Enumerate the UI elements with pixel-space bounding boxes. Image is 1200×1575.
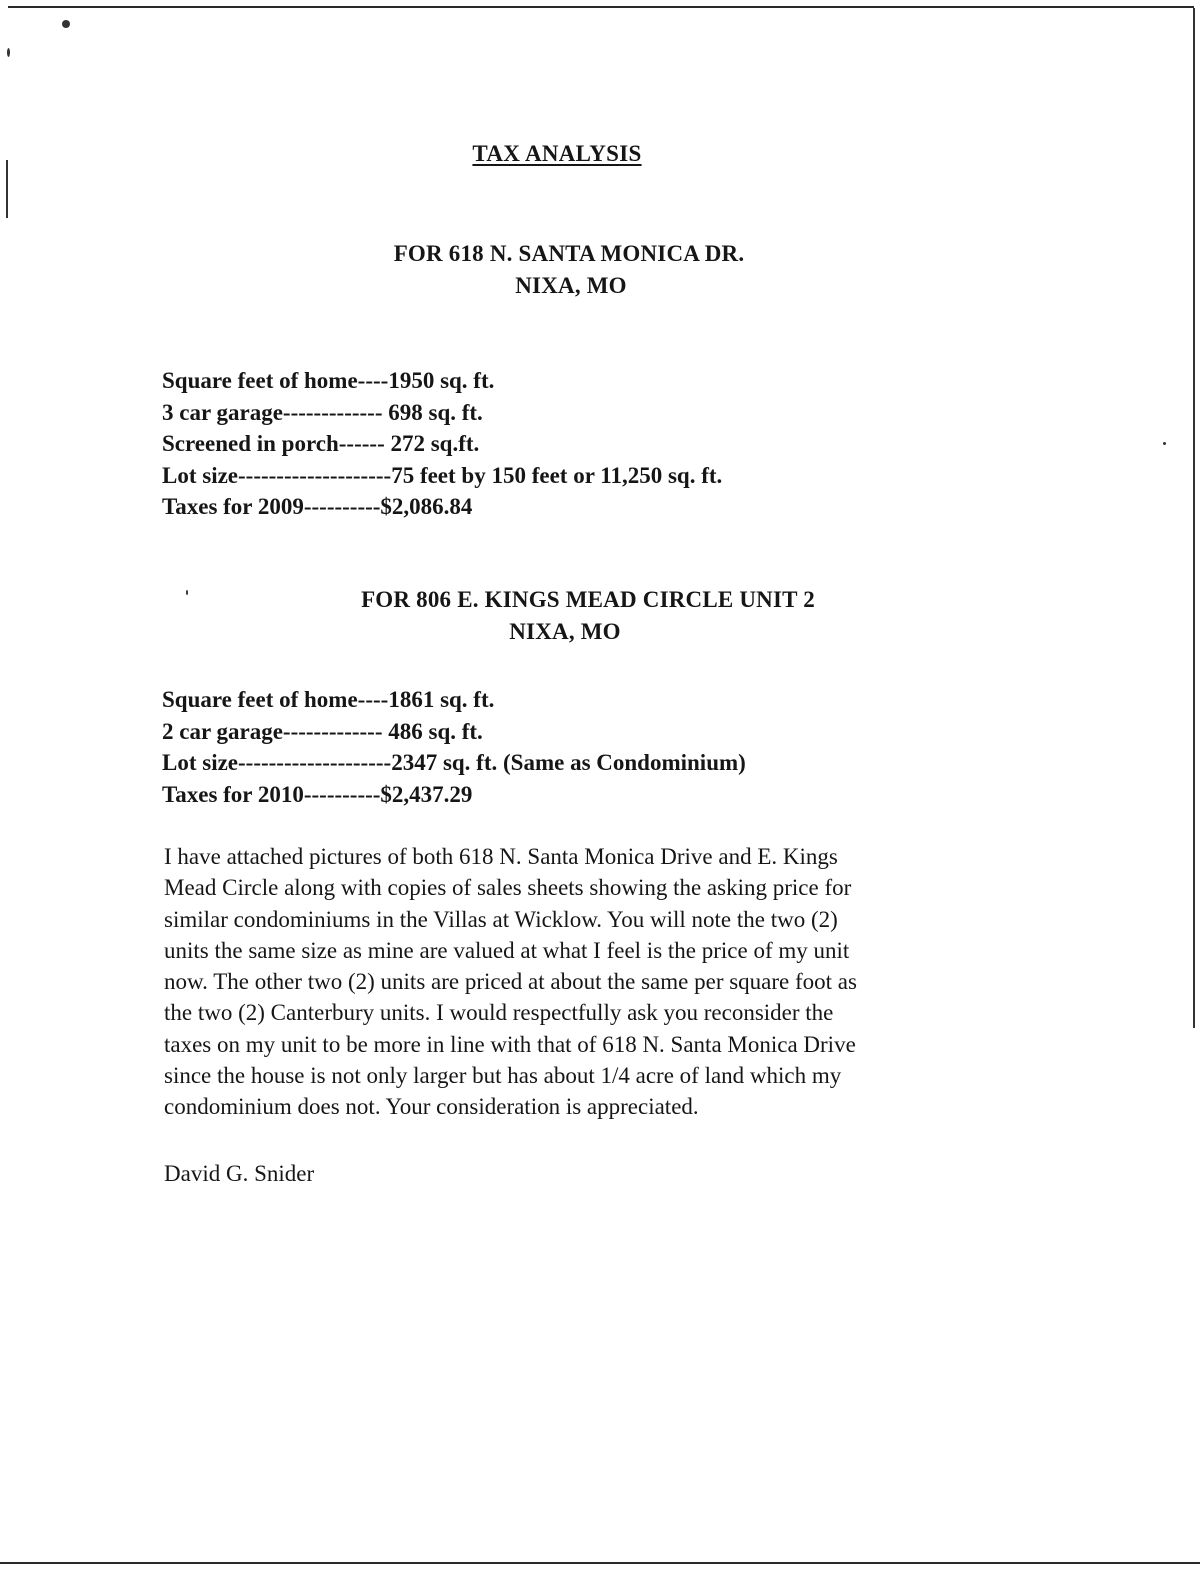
detail-row: Lot size--------------------2347 sq. ft. (Same as Condominium) [162, 750, 746, 775]
property2-heading [0, 584, 1176, 648]
paragraph-line: taxes on my unit to be more in line with that of 618 N. Santa Monica Drive [164, 1031, 856, 1057]
property2-address: FOR 806 E. KINGS MEAD CIRCLE UNIT 2 [361, 587, 815, 612]
property1-heading [0, 238, 1138, 302]
detail-row: Taxes for 2009----------$2,086.84 [162, 494, 473, 519]
paragraph-line: I have attached pictures of both 618 N. Santa Monica Drive and E. Kings [164, 844, 838, 869]
detail-row: Square feet of home----1861 sq. ft. [162, 687, 495, 712]
scan-edge-right [1193, 8, 1195, 1028]
paragraph-line: since the house is not only larger but has about 1/4 acre of land which my [164, 1063, 842, 1089]
property2-city: NIXA, MO [509, 619, 621, 644]
detail-row: Lot size--------------------75 feet by 150 feet or 11,250 sq. ft. [162, 462, 723, 488]
paragraph-line: units the same size as mine are valued at what I feel is the price of my unit [164, 937, 850, 963]
property1-address: FOR 618 N. SANTA MONICA DR. [393, 241, 745, 266]
paragraph-line: now. The other two (2) units are priced at about the same per square foot as [164, 969, 857, 995]
scan-edge-left [6, 160, 8, 218]
scan-speck [7, 48, 10, 57]
paragraph-line: the two (2) Canterbury units. I would respectfully ask you reconsider the [164, 1000, 834, 1026]
property2-details [162, 684, 746, 810]
property1-city: NIXA, MO [515, 273, 627, 298]
scan-speck [1163, 442, 1166, 445]
paragraph-line: Mead Circle along with copies of sales sheets showing the asking price for [164, 875, 852, 901]
detail-row: 2 car garage------------- 486 sq. ft. [162, 718, 483, 744]
detail-row: Taxes for 2010----------$2,437.29 [162, 781, 473, 807]
body-paragraph [164, 841, 1024, 1123]
paragraph-line: similar condominiums in the Villas at Wicklow. You will note the two (2) [164, 906, 838, 932]
detail-row: Screened in porch------ 272 sq.ft. [162, 431, 480, 456]
scan-speck [62, 20, 70, 28]
detail-row: 3 car garage------------- 698 sq. ft. [162, 399, 483, 425]
scan-border-bottom [0, 1562, 1200, 1564]
paragraph-line: condominium does not. Your consideration is appreciated. [164, 1094, 699, 1120]
property1-details [162, 365, 722, 523]
document-title: TAX ANALYSIS [472, 141, 642, 166]
scan-border-top [8, 6, 1194, 8]
signature: David G. Snider [164, 1161, 315, 1186]
detail-row: Square feet of home----1950 sq. ft. [162, 368, 495, 393]
